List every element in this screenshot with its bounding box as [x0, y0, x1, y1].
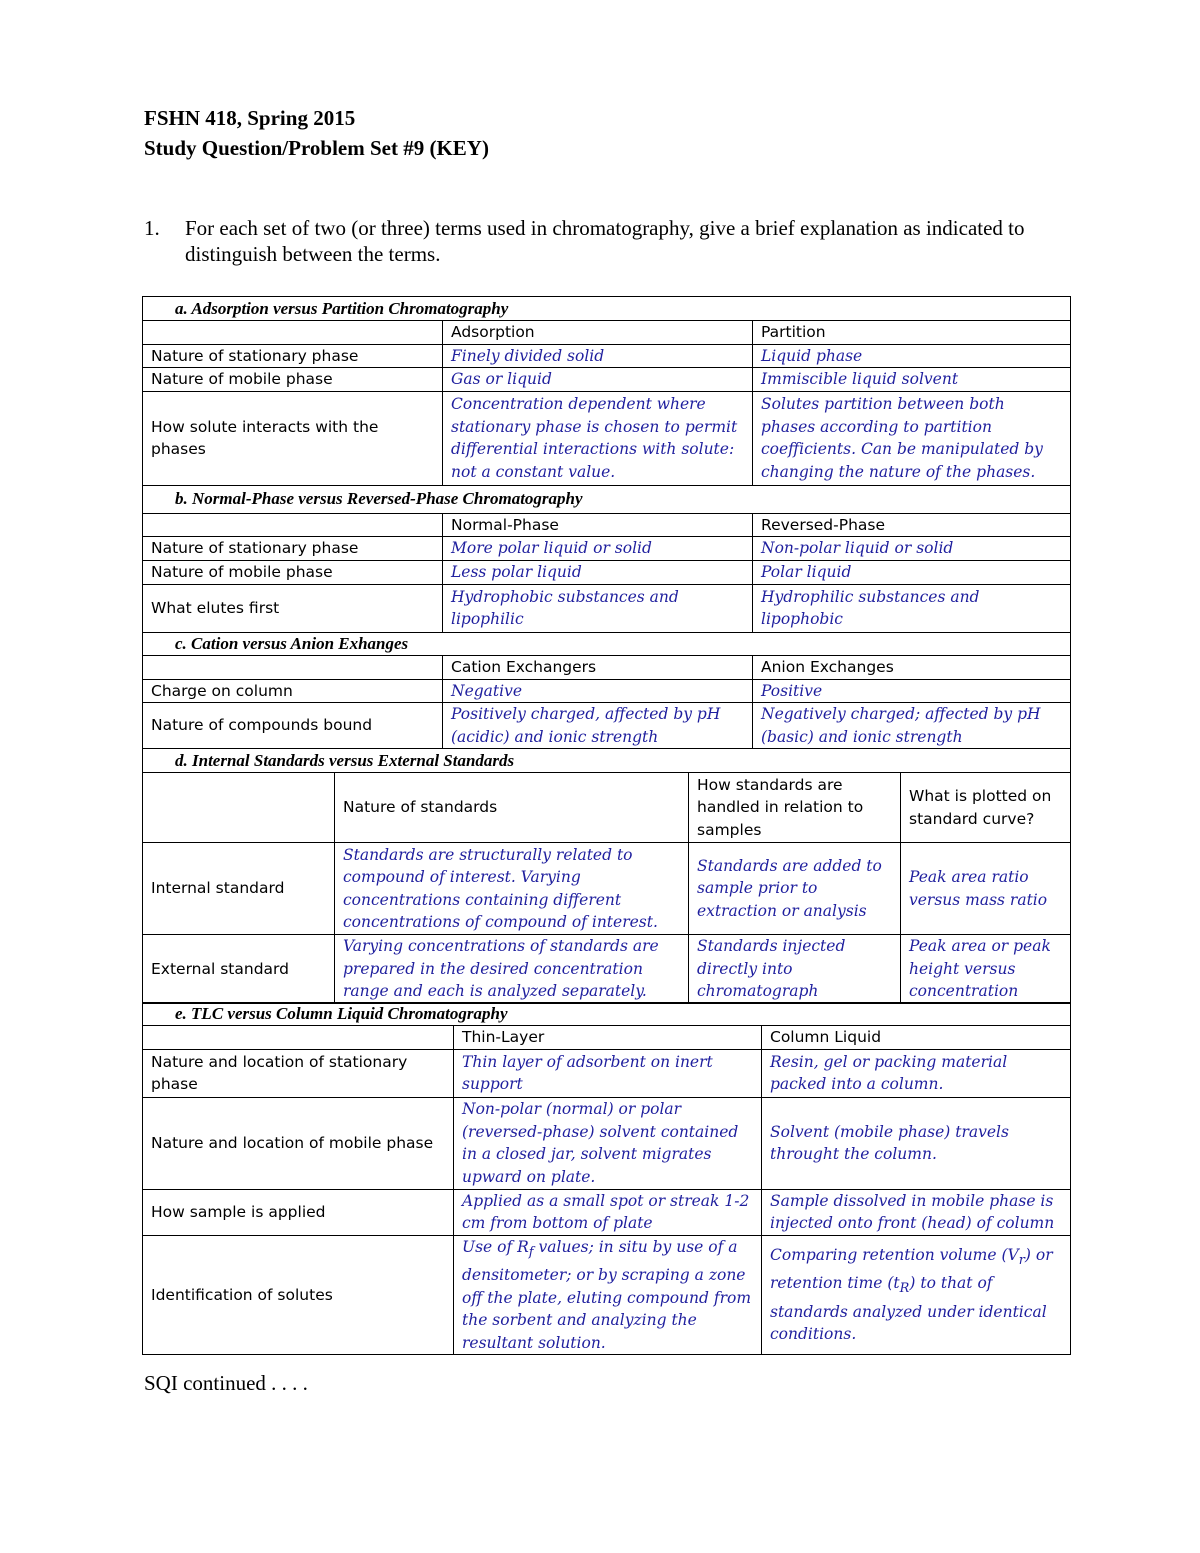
- row-label: Nature of stationary phase: [143, 537, 443, 561]
- answer-cell: Positive: [753, 679, 1071, 703]
- section-d-title-row: [143, 749, 1071, 773]
- section-a-title: a. Adsorption versus Partition Chromatography: [143, 297, 1071, 321]
- col-header: How standards are handled in relation to samples: [689, 773, 901, 843]
- answer-text: ) or retention time (t: [770, 1245, 1053, 1293]
- section-b-header-row: [143, 513, 1071, 537]
- section-a-title-row: [143, 297, 1071, 321]
- answer-cell: Gas or liquid: [443, 368, 753, 392]
- footer-note: SQI continued . . . .: [144, 1371, 308, 1395]
- answer-cell: Positively charged, affected by pH (acidic) and ionic strength: [443, 703, 753, 749]
- section-e-header-row: [143, 1026, 1071, 1050]
- col-header: Column Liquid: [762, 1026, 1071, 1050]
- answer-cell: Solvent (mobile phase) travels throught the column.: [762, 1097, 1071, 1189]
- question-text: For each set of two (or three) terms used in chromatography, give a brief explanation as indicated to distinguish between the terms.: [185, 216, 1025, 266]
- empty-cell: [143, 1026, 454, 1050]
- col-header: Nature of standards: [335, 773, 689, 843]
- table-row: [143, 703, 1071, 749]
- row-label: How sample is applied: [143, 1189, 454, 1235]
- table-row: [143, 1097, 1071, 1189]
- empty-cell: [143, 655, 443, 679]
- answer-cell: Negative: [443, 679, 753, 703]
- answer-cell: Less polar liquid: [443, 560, 753, 584]
- section-c-title-row: [143, 632, 1071, 655]
- row-label: Internal standard: [143, 843, 335, 935]
- section-e-title: e. TLC versus Column Liquid Chromatography: [143, 1003, 1071, 1026]
- answer-cell: Immiscible liquid solvent: [753, 368, 1071, 392]
- answer-cell: Negatively charged; affected by pH (basic) and ionic strength: [753, 703, 1071, 749]
- col-header: What is plotted on standard curve?: [901, 773, 1071, 843]
- row-label: Charge on column: [143, 679, 443, 703]
- answer-cell: Hydrophobic substances and lipophilic: [443, 584, 753, 632]
- answer-cell: Peak area or peak height versus concentration: [901, 935, 1071, 1004]
- answer-cell: [454, 1235, 762, 1355]
- section-d-header-row: [143, 773, 1071, 843]
- table-row: [143, 935, 1071, 1004]
- answer-cell: Non-polar liquid or solid: [753, 537, 1071, 561]
- table-row: [143, 1049, 1071, 1097]
- table-row: [143, 368, 1071, 392]
- answer-cell: Solutes partition between both phases according to partition coefficients. Can be manipulated by changing the nature of the phases.: [753, 391, 1071, 485]
- row-label: Nature and location of stationary phase: [143, 1049, 454, 1097]
- answer-cell: Finely divided solid: [443, 344, 753, 368]
- row-label: External standard: [143, 935, 335, 1004]
- table-row: [143, 391, 1071, 485]
- answer-cell: Resin, gel or packing material packed into a column.: [762, 1049, 1071, 1097]
- table-row: [143, 1189, 1071, 1235]
- subscript: R: [899, 1281, 910, 1297]
- empty-cell: [143, 321, 443, 345]
- answer-cell: Hydrophilic substances and lipophobic: [753, 584, 1071, 632]
- table-d: [142, 748, 1071, 1004]
- answer-cell: Applied as a small spot or streak 1-2 cm from bottom of plate: [454, 1189, 762, 1235]
- answer-cell: More polar liquid or solid: [443, 537, 753, 561]
- section-b-title-row: [143, 485, 1071, 513]
- col-header: Thin-Layer: [454, 1026, 762, 1050]
- row-label: What elutes first: [143, 584, 443, 632]
- row-label: Nature of mobile phase: [143, 368, 443, 392]
- section-c-title: c. Cation versus Anion Exhanges: [143, 632, 1071, 655]
- table-row: [143, 843, 1071, 935]
- col-header: Cation Exchangers: [443, 655, 753, 679]
- table-row: [143, 537, 1071, 561]
- table-e: [142, 1002, 1071, 1355]
- table-row: [143, 560, 1071, 584]
- col-header: Reversed-Phase: [753, 513, 1071, 537]
- answer-cell: [762, 1235, 1071, 1355]
- section-d-title: d. Internal Standards versus External Standards: [143, 749, 1071, 773]
- course-title: FSHN 418, Spring 2015: [144, 106, 356, 130]
- problem-set-title: Study Question/Problem Set #9 (KEY): [144, 136, 489, 160]
- empty-cell: [143, 513, 443, 537]
- section-e-title-row: [143, 1003, 1071, 1026]
- col-header: Anion Exchanges: [753, 655, 1071, 679]
- row-label: Nature and location of mobile phase: [143, 1097, 454, 1189]
- answer-text: ) to that of standards analyzed under identical conditions.: [770, 1274, 1047, 1344]
- section-c-header-row: [143, 655, 1071, 679]
- answer-cell: Thin layer of adsorbent on inert support: [454, 1049, 762, 1097]
- answer-cell: Sample dissolved in mobile phase is injected onto front (head) of column: [762, 1189, 1071, 1235]
- table-abc: [142, 296, 1071, 749]
- answer-cell: Peak area ratio versus mass ratio: [901, 843, 1071, 935]
- row-label: Nature of mobile phase: [143, 560, 443, 584]
- table-row: [143, 679, 1071, 703]
- subscript: r: [1018, 1252, 1025, 1268]
- row-label: Nature of stationary phase: [143, 344, 443, 368]
- col-header: Normal-Phase: [443, 513, 753, 537]
- table-row: [143, 1235, 1071, 1355]
- table-row: [143, 344, 1071, 368]
- answer-cell: Polar liquid: [753, 560, 1071, 584]
- section-a-header-row: [143, 321, 1071, 345]
- answer-cell: Standards are added to sample prior to extraction or analysis: [689, 843, 901, 935]
- answer-cell: Varying concentrations of standards are prepared in the desired concentration range and each is analyzed separately.: [335, 935, 689, 1004]
- answer-cell: Standards injected directly into chromatograph: [689, 935, 901, 1004]
- answer-text: Comparing retention volume (V: [770, 1245, 1019, 1264]
- row-label: Identification of solutes: [143, 1235, 454, 1355]
- col-header: Partition: [753, 321, 1071, 345]
- answer-cell: Non-polar (normal) or polar (reversed-phase) solvent contained in a closed jar, solvent migrates upward on plate.: [454, 1097, 762, 1189]
- subscript: f: [528, 1244, 534, 1260]
- empty-cell: [143, 773, 335, 843]
- answer-cell: Concentration dependent where stationary phase is chosen to permit differential interactions with solute: not a constant value.: [443, 391, 753, 485]
- answer-text: values; in situ by use of a densitometer; or by scraping a zone off the plate, eluting compound from the sorbent and analyzing the resultant solution.: [462, 1237, 752, 1352]
- answer-text: Use of R: [462, 1237, 529, 1256]
- row-label: How solute interacts with the phases: [143, 391, 443, 485]
- col-header: Adsorption: [443, 321, 753, 345]
- section-b-title: b. Normal-Phase versus Reversed-Phase Chromatography: [143, 485, 1071, 513]
- table-row: [143, 584, 1071, 632]
- answer-cell: Standards are structurally related to compound of interest. Varying concentrations containing different concentrations of compound of interest.: [335, 843, 689, 935]
- question-number: 1.: [144, 216, 160, 240]
- row-label: Nature of compounds bound: [143, 703, 443, 749]
- answer-cell: Liquid phase: [753, 344, 1071, 368]
